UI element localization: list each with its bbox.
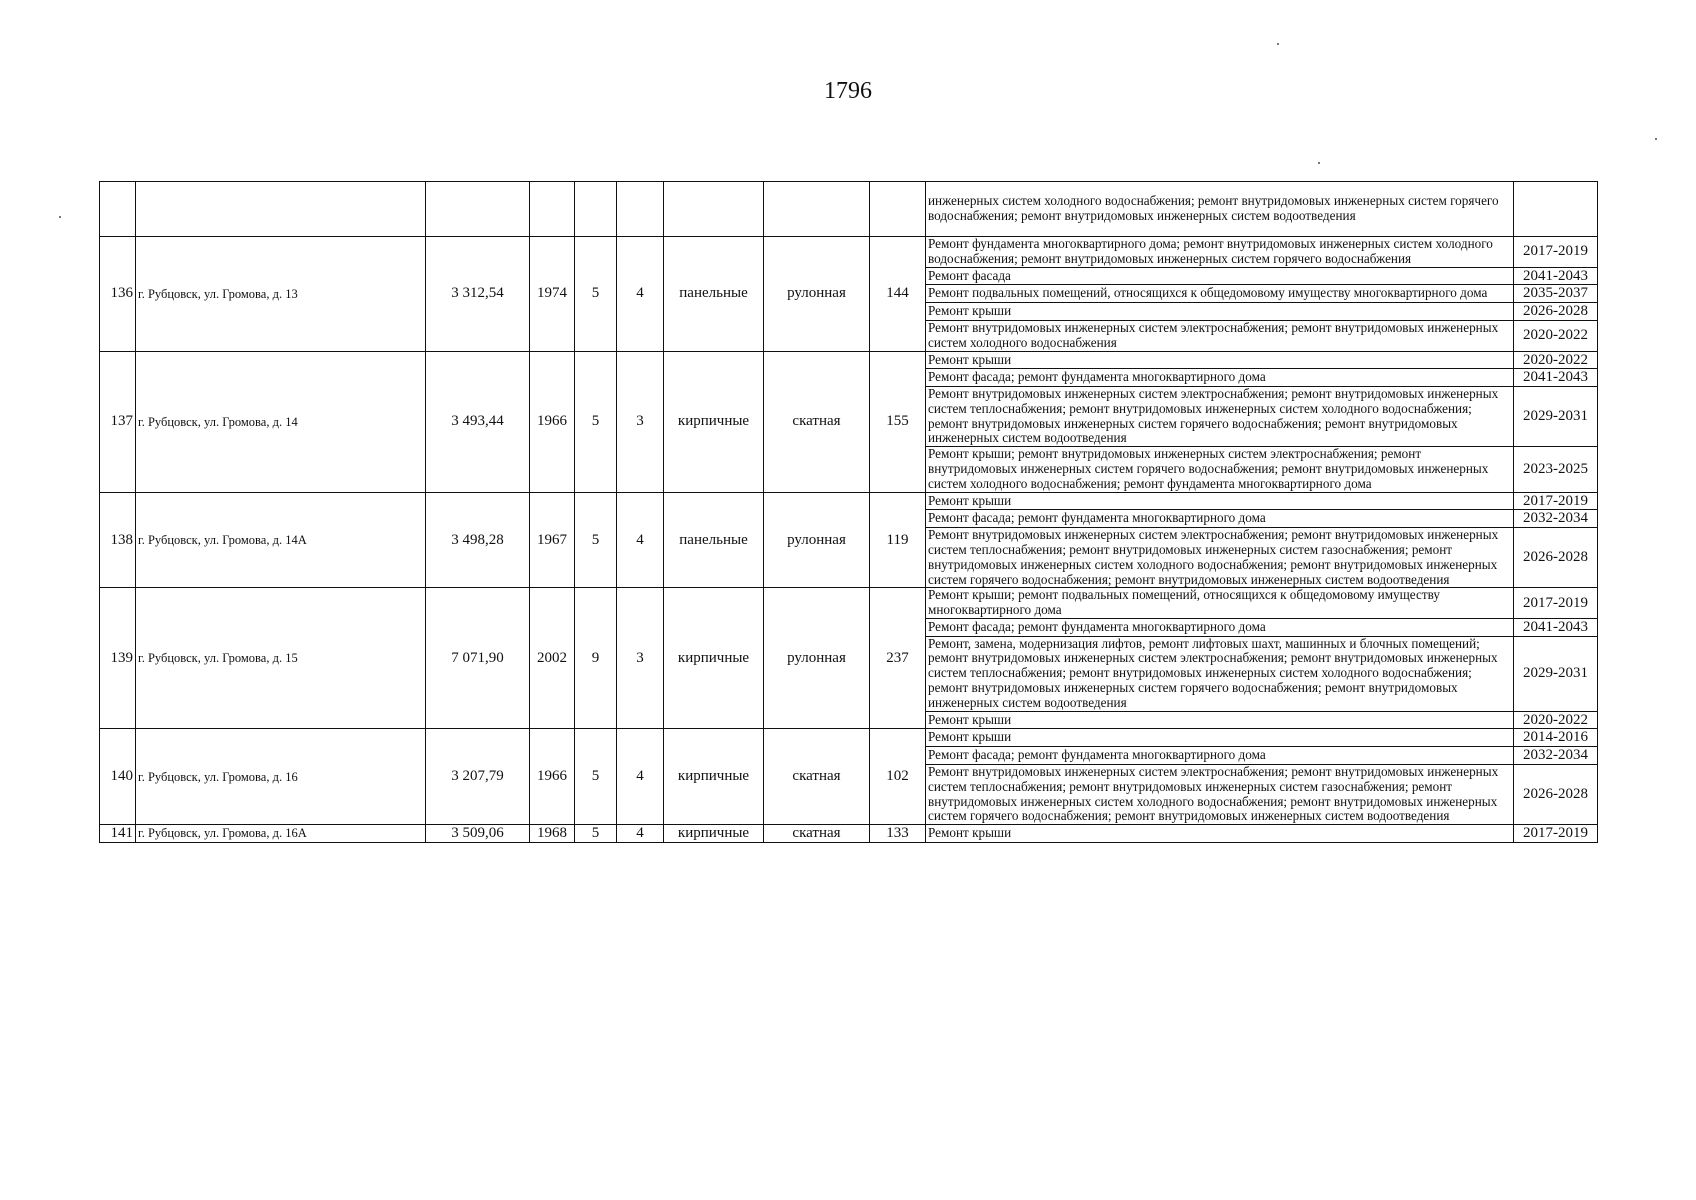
floors-count: 5	[575, 492, 617, 588]
repair-period: 2017-2019	[1514, 588, 1598, 619]
row-number: 138	[100, 492, 136, 588]
repair-work-description: Ремонт фасада	[926, 267, 1514, 285]
residents-count: 144	[870, 237, 926, 352]
roof-type: рулонная	[764, 588, 870, 729]
build-year: 1966	[530, 351, 575, 492]
continuation-work-text: инженерных систем холодного водоснабжения; ремонт внутридомовых инженерных систем горячего водоснабжения; ремонт внутридомовых инженерных систем водоотведения	[926, 182, 1514, 237]
repair-work-description: Ремонт внутридомовых инженерных систем электроснабжения; ремонт внутридомовых инженерных систем холодного водоснабжения	[926, 320, 1514, 351]
empty-cell	[1514, 182, 1598, 237]
empty-cell	[136, 182, 426, 237]
wall-material: кирпичные	[664, 825, 764, 843]
repair-work-description: Ремонт внутридомовых инженерных систем электроснабжения; ремонт внутридомовых инженерных систем теплоснабжения; ремонт внутридомовых инженерных систем холодного водоснабжения; ремонт внутридомовых инженерных систем горячего водоснабжения; ремонт внутридомовых инженерных систем водоотведения	[926, 387, 1514, 447]
building-address: г. Рубцовск, ул. Громова, д. 14А	[136, 492, 426, 588]
empty-cell	[530, 182, 575, 237]
repair-work-description: Ремонт крыши	[926, 303, 1514, 321]
building-area: 3 493,44	[426, 351, 530, 492]
floors-count: 5	[575, 237, 617, 352]
empty-cell	[870, 182, 926, 237]
floors-count: 5	[575, 729, 617, 825]
repair-work-description: Ремонт крыши; ремонт подвальных помещений, относящихся к общедомовому имуществу многоквартирного дома	[926, 588, 1514, 619]
repair-work-description: Ремонт крыши; ремонт внутридомовых инженерных систем электроснабжения; ремонт внутридомовых инженерных систем горячего водоснабжения; ремонт внутридомовых инженерных систем холодного водоснабжения; ремонт фундамента многоквартирного дома	[926, 447, 1514, 492]
building-area: 7 071,90	[426, 588, 530, 729]
scan-speck	[1277, 43, 1279, 45]
floors-count: 5	[575, 351, 617, 492]
wall-material: панельные	[664, 492, 764, 588]
repair-period: 2020-2022	[1514, 351, 1598, 369]
repair-period: 2041-2043	[1514, 369, 1598, 387]
residents-count: 133	[870, 825, 926, 843]
repair-period: 2035-2037	[1514, 285, 1598, 303]
repair-work-description: Ремонт, замена, модернизация лифтов, ремонт лифтовых шахт, машинных и блочных помещений; ремонт внутридомовых инженерных систем электроснабжения; ремонт внутридомовых инженерных систем теплоснабжения; ремонт внутридомовых инженерных систем холодного водоснабжения; ремонт внутридомовых инженерных систем горячего водоснабжения; ремонт внутридомовых инженерных систем водоотведения	[926, 636, 1514, 711]
repair-work-description: Ремонт крыши	[926, 492, 1514, 510]
repair-period: 2020-2022	[1514, 320, 1598, 351]
wall-material: кирпичные	[664, 351, 764, 492]
building-area: 3 207,79	[426, 729, 530, 825]
repair-work-description: Ремонт подвальных помещений, относящихся к общедомовому имуществу многоквартирного дома	[926, 285, 1514, 303]
repair-work-description: Ремонт фасада; ремонт фундамента многоквартирного дома	[926, 618, 1514, 636]
repair-work-description: Ремонт крыши	[926, 825, 1514, 843]
building-address: г. Рубцовск, ул. Громова, д. 14	[136, 351, 426, 492]
building-address: г. Рубцовск, ул. Громова, д. 15	[136, 588, 426, 729]
repair-work-description: Ремонт фасада; ремонт фундамента многоквартирного дома	[926, 510, 1514, 528]
repair-period: 2032-2034	[1514, 747, 1598, 765]
repair-work-description: Ремонт фасада; ремонт фундамента многоквартирного дома	[926, 747, 1514, 765]
build-year: 1974	[530, 237, 575, 352]
repair-period: 2041-2043	[1514, 618, 1598, 636]
repair-period: 2026-2028	[1514, 764, 1598, 824]
repair-period: 2026-2028	[1514, 303, 1598, 321]
repair-period: 2032-2034	[1514, 510, 1598, 528]
building-area: 3 509,06	[426, 825, 530, 843]
wall-material: кирпичные	[664, 588, 764, 729]
scan-speck	[1655, 138, 1657, 140]
residents-count: 102	[870, 729, 926, 825]
row-number: 139	[100, 588, 136, 729]
repair-work-description: Ремонт крыши	[926, 729, 1514, 747]
repair-work-description: Ремонт крыши	[926, 711, 1514, 729]
continuation-row	[100, 182, 1598, 237]
repair-work-description: Ремонт крыши	[926, 351, 1514, 369]
entrances-count: 4	[617, 237, 664, 352]
repair-period: 2026-2028	[1514, 528, 1598, 588]
empty-cell	[617, 182, 664, 237]
wall-material: кирпичные	[664, 729, 764, 825]
roof-type: скатная	[764, 825, 870, 843]
row-number: 140	[100, 729, 136, 825]
page-number: 1796	[824, 78, 872, 104]
build-year: 2002	[530, 588, 575, 729]
repair-period: 2017-2019	[1514, 825, 1598, 843]
empty-cell	[100, 182, 136, 237]
repair-period: 2029-2031	[1514, 636, 1598, 711]
repair-work-description: Ремонт фундамента многоквартирного дома; ремонт внутридомовых инженерных систем холодного водоснабжения; ремонт внутридомовых инженерных систем горячего водоснабжения	[926, 237, 1514, 268]
building-area: 3 498,28	[426, 492, 530, 588]
scan-speck	[1318, 162, 1320, 164]
building-area: 3 312,54	[426, 237, 530, 352]
building-address: г. Рубцовск, ул. Громова, д. 16А	[136, 825, 426, 843]
table-body	[100, 182, 1598, 843]
roof-type: скатная	[764, 351, 870, 492]
repair-period: 2017-2019	[1514, 237, 1598, 268]
residents-count: 155	[870, 351, 926, 492]
build-year: 1967	[530, 492, 575, 588]
building-address: г. Рубцовск, ул. Громова, д. 16	[136, 729, 426, 825]
repair-period: 2020-2022	[1514, 711, 1598, 729]
repair-work-description: Ремонт внутридомовых инженерных систем электроснабжения; ремонт внутридомовых инженерных систем теплоснабжения; ремонт внутридомовых инженерных систем газоснабжения; ремонт внутридомовых инженерных систем холодного водоснабжения; ремонт внутридомовых инженерных систем горячего водоснабжения; ремонт внутридомовых инженерных систем водоотведения	[926, 764, 1514, 824]
entrances-count: 4	[617, 825, 664, 843]
repair-period: 2029-2031	[1514, 387, 1598, 447]
roof-type: рулонная	[764, 237, 870, 352]
row-number: 137	[100, 351, 136, 492]
entrances-count: 3	[617, 588, 664, 729]
empty-cell	[764, 182, 870, 237]
entrances-count: 4	[617, 492, 664, 588]
repair-work-description: Ремонт фасада; ремонт фундамента многоквартирного дома	[926, 369, 1514, 387]
table-row	[100, 351, 1598, 369]
building-address: г. Рубцовск, ул. Громова, д. 13	[136, 237, 426, 352]
roof-type: рулонная	[764, 492, 870, 588]
empty-cell	[426, 182, 530, 237]
table-row	[100, 492, 1598, 510]
floors-count: 9	[575, 588, 617, 729]
floors-count: 5	[575, 825, 617, 843]
repair-period: 2023-2025	[1514, 447, 1598, 492]
table-row	[100, 588, 1598, 619]
repair-schedule-table	[99, 181, 1598, 843]
roof-type: скатная	[764, 729, 870, 825]
build-year: 1966	[530, 729, 575, 825]
repair-period: 2017-2019	[1514, 492, 1598, 510]
repair-period: 2014-2016	[1514, 729, 1598, 747]
table-row	[100, 237, 1598, 268]
table-row	[100, 729, 1598, 747]
empty-cell	[575, 182, 617, 237]
repair-period: 2041-2043	[1514, 267, 1598, 285]
residents-count: 119	[870, 492, 926, 588]
repair-work-description: Ремонт внутридомовых инженерных систем электроснабжения; ремонт внутридомовых инженерных систем теплоснабжения; ремонт внутридомовых инженерных систем газоснабжения; ремонт внутридомовых инженерных систем холодного водоснабжения; ремонт внутридомовых инженерных систем горячего водоснабжения; ремонт внутридомовых инженерных систем водоотведения	[926, 528, 1514, 588]
row-number: 141	[100, 825, 136, 843]
entrances-count: 4	[617, 729, 664, 825]
residents-count: 237	[870, 588, 926, 729]
scan-speck	[59, 216, 61, 218]
entrances-count: 3	[617, 351, 664, 492]
table-row	[100, 825, 1598, 843]
build-year: 1968	[530, 825, 575, 843]
wall-material: панельные	[664, 237, 764, 352]
empty-cell	[664, 182, 764, 237]
row-number: 136	[100, 237, 136, 352]
